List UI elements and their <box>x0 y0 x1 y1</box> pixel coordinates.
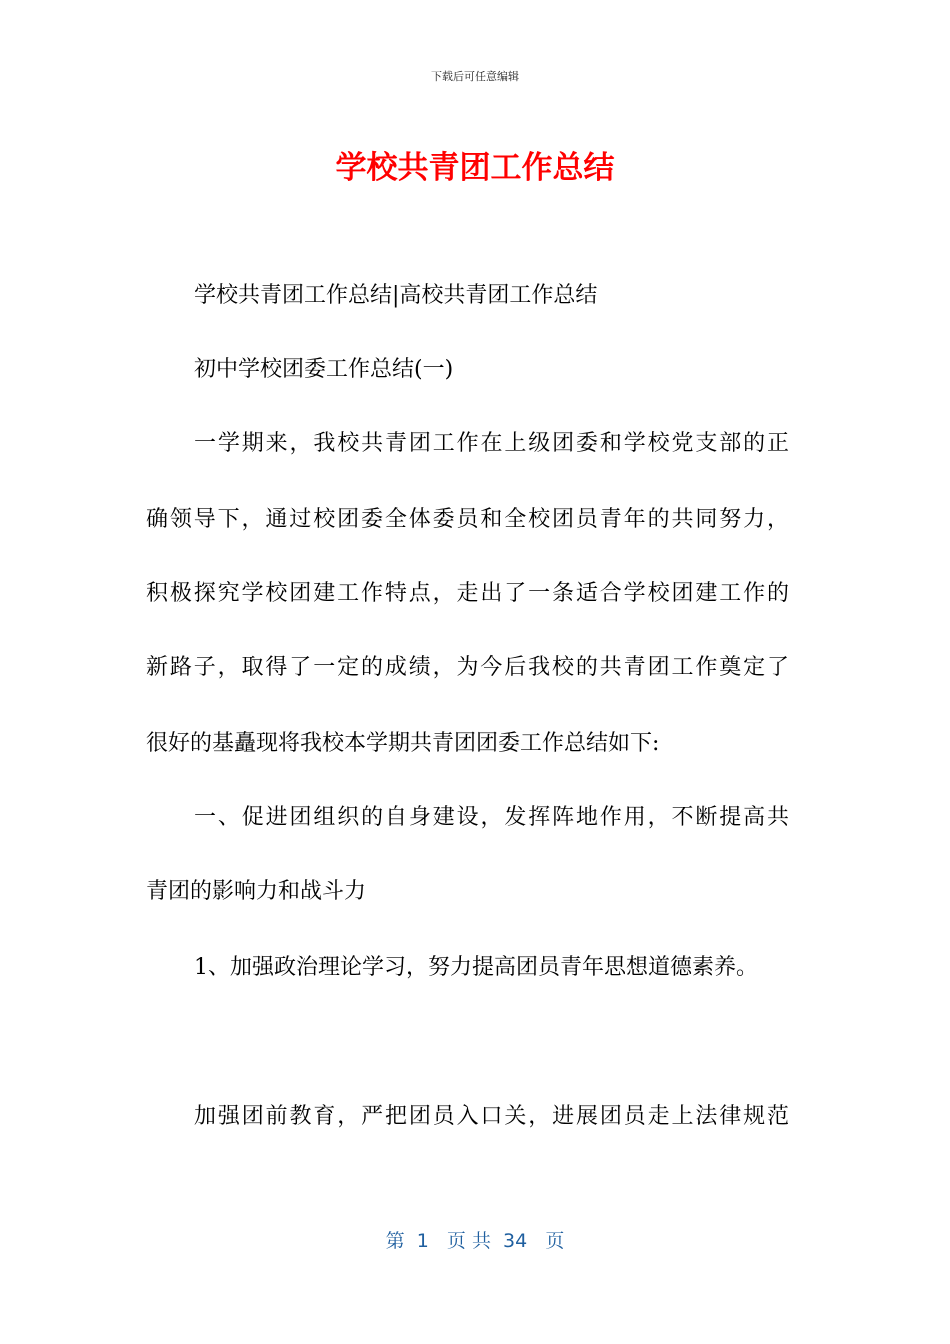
paragraph-line: 青团的影响力和战斗力 <box>146 879 367 904</box>
paragraph-line: 很好的基矗现将我校本学期共青团团委工作总结如下: <box>146 731 660 756</box>
paragraph-line: 学校共青团工作总结|高校共青团工作总结 <box>194 283 598 308</box>
paragraph-line: 确领导下，通过校团委全体委员和全校团员青年的共同努力， <box>146 507 789 532</box>
header-note: 下载后可任意编辑 <box>431 70 519 83</box>
paragraph-line: 初中学校团委工作总结(一) <box>194 357 454 382</box>
paragraph-line: 一学期来，我校共青团工作在上级团委和学校党支部的正 <box>194 431 789 456</box>
paragraph-line: 加强团前教育，严把团员入口关，进展团员走上法律规范 <box>194 1104 789 1129</box>
paragraph-line: 一、促进团组织的自身建设，发挥阵地作用，不断提高共 <box>194 805 789 830</box>
document-title: 学校共青团工作总结 <box>335 150 615 186</box>
page-number-footer: 第 1 页 共 34 页 <box>385 1230 565 1252</box>
paragraph-line: 积极探究学校团建工作特点，走出了一条适合学校团建工作的 <box>146 581 789 606</box>
paragraph-line: 1、加强政治理论学习，努力提高团员青年思想道德素养。 <box>194 955 758 980</box>
paragraph-line: 新路子，取得了一定的成绩，为今后我校的共青团工作奠定了 <box>146 655 789 680</box>
